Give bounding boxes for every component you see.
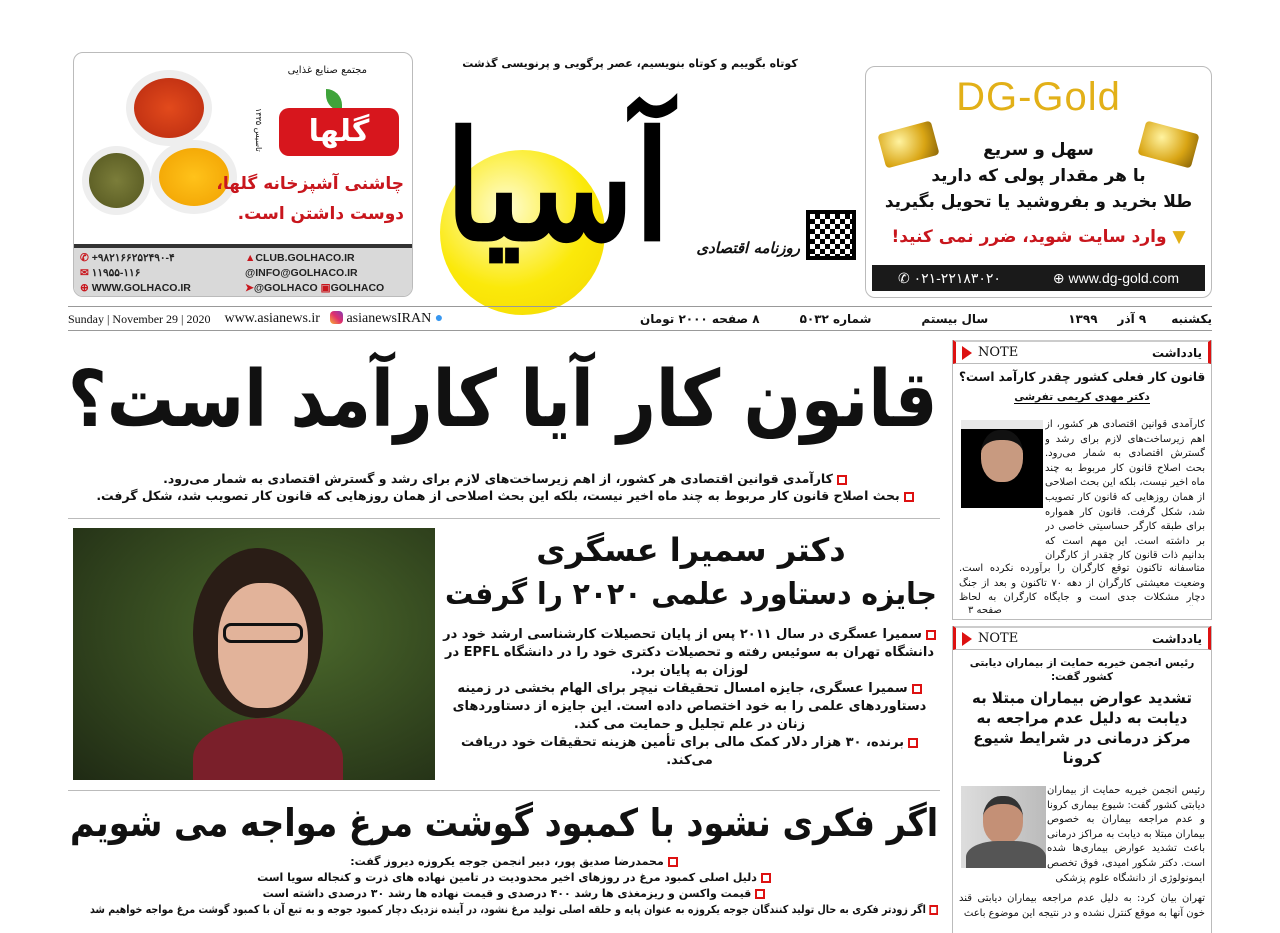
story3-bullet-text: دلیل اصلی کمبود مرغ در روزهای اخیر محدودیت در تامین نهاده های ذرت و کنجاله سویا است bbox=[257, 871, 757, 884]
fit-wrapper bbox=[263, 886, 766, 902]
note-en-label bbox=[962, 345, 1018, 360]
lead-bullet-text: کارآمدی قوانین اقتصادی هر کشور، از اهم زیرساخت‌های لازم برای رشد و گسترش اقتصادی به شمار می‌رود. bbox=[163, 471, 833, 486]
story2-bullet-text: برنده، ۳۰ هزار دلار کمک مالی برای تأمین هزینه تحقیقات خود دریافت می‌کند. bbox=[461, 735, 904, 768]
masthead-motto bbox=[445, 56, 815, 72]
golha-logo-text: گلها bbox=[308, 114, 370, 149]
web-text: WWW.GOLHACO.IR bbox=[91, 282, 191, 294]
golha-sms bbox=[80, 266, 241, 281]
story3-bullet bbox=[90, 870, 938, 886]
bullet-icon bbox=[912, 684, 922, 694]
note-column-1 bbox=[952, 340, 1212, 620]
issue-number: شماره ۵۰۳۲ bbox=[799, 312, 872, 326]
fit-wrapper: چاشنی آشپزخانه گلها، bbox=[216, 174, 404, 194]
story2-title[interactable] bbox=[445, 530, 937, 570]
dg-gold-logo: DG-Gold bbox=[956, 75, 1121, 119]
phone-text: +۹۸۲۱۶۶۲۵۲۴۹۰-۴ bbox=[91, 252, 175, 264]
note-column-2 bbox=[952, 626, 1212, 933]
note-label: یادداشت bbox=[1152, 631, 1202, 646]
instagram-icon bbox=[330, 311, 343, 324]
golha-advertisement[interactable] bbox=[73, 52, 413, 297]
story3-bullet-text: محمدرضا صدیق پور، دبیر انجمن جوجه یکروزه دیروز گفت: bbox=[350, 855, 664, 868]
fit-wrapper: دوست داشتن است. bbox=[237, 204, 404, 224]
spice-paprika-image bbox=[134, 78, 204, 138]
face bbox=[218, 583, 308, 708]
page-reference[interactable]: صفحه ۳ bbox=[965, 604, 1005, 619]
divider bbox=[68, 790, 940, 791]
dg-contact-bar bbox=[872, 265, 1205, 291]
lead-bullets bbox=[75, 470, 935, 504]
dg-web[interactable] bbox=[1053, 270, 1179, 287]
golha-slogan-2 bbox=[174, 203, 404, 225]
golha-logo bbox=[279, 108, 399, 156]
lead-bullet-text: بحث اصلاح قانون کار مربوط به چند ماه اخیر نیست، بلکه این بحث اصلاحی از همان روزهایی که قانون کار تصویب شد، شکل گرفت. bbox=[96, 488, 900, 503]
sms-text: ۱۱۹۵۵-۱۱۶ bbox=[91, 267, 141, 279]
instagram-text: asianewsIRAN bbox=[346, 311, 432, 326]
golha-email: @INFO@GOLHACO.IR bbox=[245, 267, 358, 279]
author-photo bbox=[961, 420, 1043, 508]
fit-wrapper: قانون کار فعلی کشور چقدر کارآمد است؟ bbox=[958, 369, 1205, 384]
note-label: یادداشت bbox=[1152, 345, 1202, 360]
masthead-subtitle bbox=[680, 238, 800, 258]
fit-wrapper bbox=[96, 487, 913, 504]
face bbox=[981, 430, 1023, 482]
fit-wrapper bbox=[350, 854, 678, 870]
mail-icon: ✉ bbox=[80, 267, 92, 279]
bullet-icon bbox=[926, 630, 936, 640]
website-link[interactable] bbox=[224, 311, 320, 327]
note1-body: کارآمدی قوانین اقتصادی هر کشور، از اهم زیرساخت‌های لازم برای رشد و گسترش اقتصادی به شمار می‌رود. بحث اصلاح قانون کار مربوط به چند ماه اخیر نیست، بلکه این بحث اصلاحی از همان روزهایی که قانون کار تصویب شد، شکل گرفت. قانون کار همواره برای طبقه کارگر حساسیتی خاصی در بر داشته است. این مهم است که بدانیم ذات قانون کار چقدر از کارگران bbox=[1045, 419, 1205, 561]
story2-bullet-text: سمیرا عسگری در سال ۲۰۱۱ پس از پایان تحصیلات کارشناسی ارشد خود در دانشگاه تهران به سوئیس رفته و تحصیلات دکتری خود را در دانشگاه EPFL در لوزان به پایان برد. bbox=[443, 627, 935, 678]
story2-bullet bbox=[442, 680, 937, 734]
pages-price: ۸ صفحه ۲۰۰۰ تومان bbox=[640, 312, 760, 326]
dg-web-text: www.dg-gold.com bbox=[1068, 269, 1180, 286]
fit-wrapper: آسیا bbox=[444, 99, 670, 275]
fit-wrapper: سهل و سریع bbox=[983, 140, 1094, 160]
instagram-text: GOLHACO bbox=[330, 282, 385, 294]
fit-wrapper: کوتاه بگوییم و کوتاه بنویسیم، عصر پرگویی و پرنویسی گذشت bbox=[462, 57, 798, 70]
phone-icon: ✆ bbox=[897, 269, 914, 286]
golha-contact-bar bbox=[74, 244, 412, 296]
story2-bullet bbox=[442, 734, 937, 770]
telegram-text: @GOLHACO bbox=[253, 282, 318, 294]
weekday: یکشنبه bbox=[1171, 312, 1212, 326]
telegram-icon: ➤ bbox=[245, 282, 254, 294]
story3-bullet-text: اگر زودتر فکری به حال تولید کنندگان جوجه یکروزه به عنوان پایه و حلقه اصلی تولید مرغ نشود، در آینده نزدیک دچار کمبود جوجه و به تبع آن با کمبود گوشت مرغ مواجه خواهیم شد bbox=[89, 903, 926, 916]
dg-gold-advertisement[interactable] bbox=[865, 66, 1212, 298]
story3-bullet bbox=[90, 886, 938, 902]
note-header bbox=[953, 340, 1211, 364]
volume: سال بیستم bbox=[921, 312, 989, 326]
dg-cta-text: وارد سایت شوید، ضرر نمی کنید! bbox=[891, 227, 1167, 247]
fit-wrapper bbox=[891, 227, 1185, 247]
fit-wrapper bbox=[257, 870, 771, 886]
globe-icon: ⊕ bbox=[1052, 269, 1069, 286]
year: ۱۳۹۹ bbox=[1068, 312, 1098, 326]
dg-cta bbox=[876, 227, 1201, 247]
note-header bbox=[953, 626, 1211, 650]
website-text: www.asianews.ir bbox=[224, 311, 320, 326]
shirt bbox=[193, 718, 343, 780]
note-en-text: NOTE bbox=[978, 631, 1019, 646]
story2-bullets bbox=[442, 626, 937, 770]
samira-asgari-photo[interactable] bbox=[73, 528, 435, 780]
note1-title[interactable] bbox=[959, 368, 1205, 385]
story3-bullet bbox=[90, 854, 938, 870]
bullet-icon bbox=[761, 873, 771, 883]
phone-icon: ✆ bbox=[80, 252, 92, 264]
golha-slogan-1 bbox=[174, 173, 404, 195]
divider bbox=[68, 518, 940, 519]
suit bbox=[966, 841, 1046, 868]
dg-phone bbox=[898, 270, 1001, 287]
story3-bullets bbox=[90, 854, 938, 918]
story2-bullet bbox=[442, 626, 937, 680]
note2-body-continued: تهران بیان کرد: به دلیل عدم مراجعه بیماران دیابتی قند خون آنها به موقع کنترل نشده و در نتیجه این موضوع باعث bbox=[959, 893, 1205, 919]
dg-line-2 bbox=[876, 163, 1201, 189]
info-bar bbox=[68, 310, 1212, 328]
newspaper-logo[interactable] bbox=[445, 82, 670, 292]
triangle-icon bbox=[962, 346, 972, 360]
story3-bullet-text: قیمت واکسن و ریزمغذی ها رشد ۴۰۰ درصدی و قیمت نهاده ها رشد ۳۰ درصدی داشته است bbox=[262, 887, 752, 900]
bullet-icon bbox=[668, 857, 678, 867]
golha-founded: تاسیس ۱۳۳۵ bbox=[254, 108, 263, 152]
bullet-icon bbox=[837, 475, 847, 485]
note-en-text: NOTE bbox=[978, 345, 1019, 360]
note2-title[interactable]: تشدید عوارض بیماران مبتلا به دیابت به دلیل عدم مراجعه به مرکز درمانی در شرایط شیوع کرونا bbox=[971, 689, 1193, 767]
instagram-handle[interactable] bbox=[330, 311, 443, 327]
club-text: CLUB.GOLHACO.IR bbox=[255, 252, 355, 264]
globe-icon: ⊕ bbox=[80, 282, 92, 294]
note1-body-continued: متاسفانه تاکنون توقع کارگران را برآورده نکرده است. وضعیت معیشتی کارگران از دهه ۷۰ تاکنون و بعد از جنگ دچار مشکلات جدی است و جایگاه کارگران به لحاظ bbox=[959, 563, 1205, 604]
golha-social bbox=[245, 281, 406, 296]
fit-wrapper: جایزه دستاورد علمی ۲۰۲۰ را گرفت bbox=[445, 577, 937, 612]
fit-wrapper: اگر فکری نشود با کمبود گوشت مرغ مواجه می شویم bbox=[69, 801, 938, 845]
bullet-icon bbox=[908, 738, 918, 748]
note2-body: رئیس انجمن خیریه حمایت از بیماران دیابتی کشور گفت: شیوع بیماری کرونا و عدم مراجعه بیماران به خصوص بیماران مبتلا به دیابت به مراکز درمانی باعث تشدید عوارض بیماری‌ها شده است. دکتر شکور امیدی، فوق تخصص ایمونولوژی از دانشگاه علوم پزشکی bbox=[1047, 785, 1205, 884]
divider bbox=[68, 306, 1212, 307]
doctor-photo bbox=[961, 786, 1046, 868]
story2-bullet-text: سمیرا عسگری، جایزه امسال تحقیقات نیچر برای الهام بخشی در زمینه دستاوردهای علمی را به خود اختصاص داده است. این جایزه از دستاوردهای زنان در علم تجلیل و حمایت می کند. bbox=[452, 681, 927, 732]
story2-subtitle bbox=[445, 575, 937, 615]
fit-wrapper: دکتر سمیرا عسگری bbox=[536, 531, 846, 569]
fit-wrapper: طلا بخرید و بفروشید یا تحویل بگیرید bbox=[884, 192, 1193, 212]
dg-line-3 bbox=[876, 189, 1201, 215]
lead-bullet bbox=[75, 470, 935, 487]
fit-wrapper: قانون کار آیا کارآمد است؟ bbox=[68, 355, 938, 445]
fit-wrapper: روزنامه اقتصادی bbox=[696, 239, 800, 257]
note1-author: دکتر مهدی کریمی تفرشی bbox=[1014, 391, 1150, 403]
story3-headline[interactable] bbox=[70, 796, 938, 850]
dg-line-1 bbox=[876, 137, 1201, 163]
golha-phone bbox=[80, 251, 241, 266]
fit-wrapper: با هر مقدار پولی که دارید bbox=[931, 166, 1146, 186]
note1-author-line bbox=[959, 387, 1205, 405]
golha-group-text: مجتمع صنایع غذایی bbox=[287, 65, 367, 76]
bullet-icon bbox=[929, 905, 938, 915]
triangle-icon bbox=[962, 632, 972, 646]
dg-phone-text: ۰۲۱-۲۲۱۸۳۰۲۰ bbox=[913, 269, 1001, 286]
fit-wrapper bbox=[163, 470, 847, 487]
instagram-icon: ▣ bbox=[320, 282, 331, 294]
date: ۹ آذر bbox=[1117, 312, 1147, 326]
lead-bullet bbox=[75, 487, 935, 504]
verified-icon: ● bbox=[434, 311, 444, 326]
note2-kicker: رئیس انجمن خیریه حمایت از بیماران دیابتی کشور گفت: bbox=[969, 657, 1195, 683]
bullet-icon bbox=[904, 492, 914, 502]
bullet-icon bbox=[755, 889, 765, 899]
divider bbox=[68, 330, 1212, 331]
fit-wrapper bbox=[90, 902, 938, 918]
story3-bullet bbox=[90, 902, 938, 918]
dg-gold-text bbox=[876, 137, 1201, 215]
club-icon: ▲ bbox=[245, 252, 256, 264]
qr-code-icon bbox=[806, 210, 856, 260]
note-en-label bbox=[962, 631, 1018, 646]
chevron-down-icon: ▼ bbox=[1166, 227, 1186, 247]
lead-headline[interactable] bbox=[68, 340, 938, 460]
fit-wrapper bbox=[1014, 387, 1150, 405]
glasses bbox=[223, 623, 303, 643]
spice-herbs-image bbox=[89, 153, 144, 208]
face bbox=[983, 796, 1023, 844]
golha-web bbox=[80, 281, 241, 296]
golha-club bbox=[245, 251, 406, 266]
english-date: Sunday | November 29 | 2020 bbox=[68, 311, 211, 326]
